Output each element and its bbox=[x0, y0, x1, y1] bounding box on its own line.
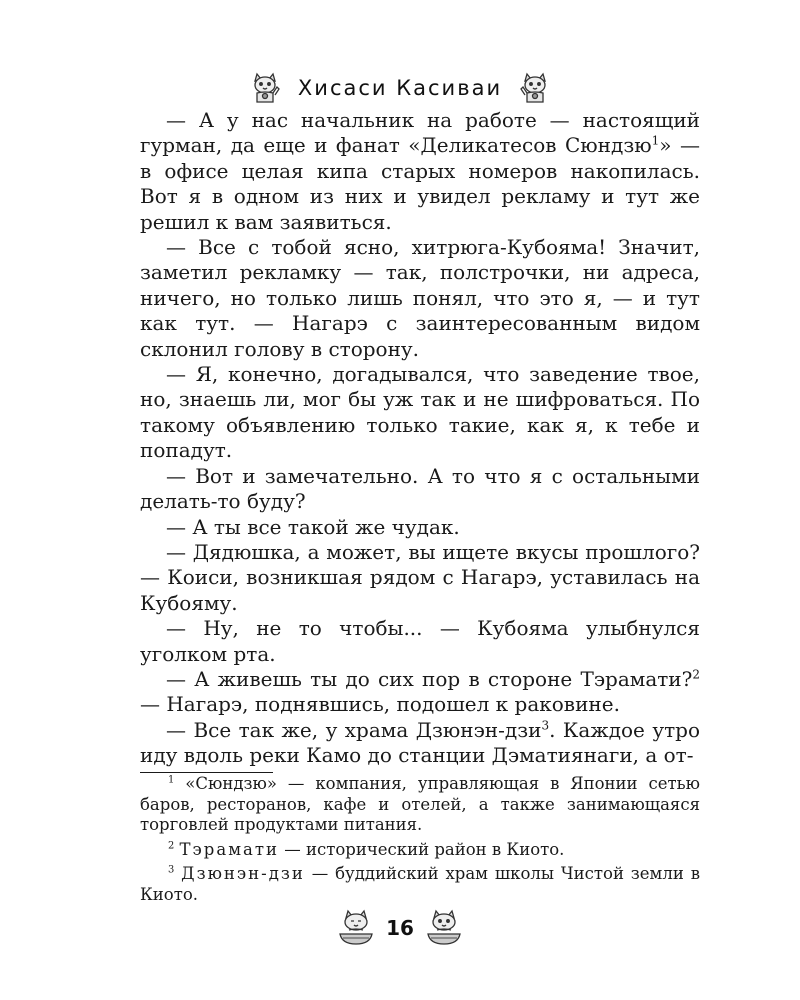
footnote bbox=[140, 840, 700, 861]
footnote-number: 1 bbox=[168, 774, 175, 786]
paragraph: — А у нас начальник на работе — настоящий гурман, да еще и фанат «Деликатесов Сюндзю$^1$» — в офисе целая кипа старых номеров накопилась. Вот я в одном из них и увидел рекламу и тут же решил к вам заявиться. bbox=[140, 108, 701, 234]
cat-with-bowl-icon bbox=[334, 908, 378, 948]
footnote-text: — компания, управляющая в Японии сетью баров, ресторанов, кафе и отелей, а также занимающаяся торговлей продуктами питания. bbox=[140, 774, 700, 834]
footnote-number: 2 bbox=[168, 840, 175, 851]
paragraph: — А живешь ты до сих пор в стороне Тэрамати?$^2$ — Нагарэ, поднявшись, подошел к раковине. bbox=[140, 666, 700, 717]
footnote-text: — буддийский храм школы Чистой земли в Киото. bbox=[140, 864, 701, 904]
footnote-text: — исторический район в Киото. bbox=[279, 839, 565, 859]
lucky-cat-icon bbox=[518, 71, 552, 105]
footnote-separator bbox=[140, 772, 273, 773]
book-author: Хисаси Касиваи bbox=[297, 76, 503, 100]
paragraph: — Я, конечно, догадывался, что заведение твое, но, знаешь ли, мог бы уж так и не шифроваться. По такому объявлению только такие, как я, к тебе и попадут. bbox=[140, 362, 700, 463]
footnote-term: «Сюндзю» bbox=[185, 774, 277, 793]
body-text bbox=[140, 108, 700, 769]
paragraph: — Все так же, у храма Дзюнэн-дзи$^3$. Каждое утро иду вдоль реки Камо до станции Дэматиянаги, а от- bbox=[140, 717, 700, 768]
lucky-cat-icon bbox=[248, 71, 282, 105]
paragraph: — А ты все такой же чудак. bbox=[166, 514, 460, 539]
paragraph: — Вот и замечательно. А то что я с остальными делать-то буду? bbox=[140, 463, 700, 514]
footnote-ref: 1 bbox=[651, 133, 660, 148]
paragraph: — Ну, не то чтобы... — Кубояма улыбнулся уголком рта. bbox=[140, 616, 700, 666]
footnote-ref: 3 bbox=[541, 718, 550, 733]
footnote-number: 3 bbox=[168, 864, 175, 876]
cat-with-bowl-icon bbox=[422, 908, 466, 948]
paragraph: — Все с тобой ясно, хитрюга-Кубояма! Значит, заметил рекламку — так, полстрочки, ни адреса, ничего, но только лишь понял, что это я, — и тут как тут. — Нагарэ с заинтересованным видом склонил голову в сторону. bbox=[140, 235, 700, 361]
page-footer bbox=[0, 905, 800, 951]
footnote-ref: 2 bbox=[692, 667, 700, 682]
footnote-term: Дзюнэн-дзи bbox=[181, 864, 305, 883]
footnote-term: Тэрамати bbox=[179, 839, 279, 859]
footnotes bbox=[140, 774, 700, 909]
page-number: 16 bbox=[386, 916, 414, 940]
running-header bbox=[0, 66, 800, 110]
paragraph: — Дядюшка, а может, вы ищете вкусы прошлого? — Коиси, возникшая рядом с Нагарэ, уставилась на Кубояму. bbox=[140, 539, 700, 615]
footnote bbox=[140, 774, 700, 836]
footnote bbox=[140, 864, 700, 905]
